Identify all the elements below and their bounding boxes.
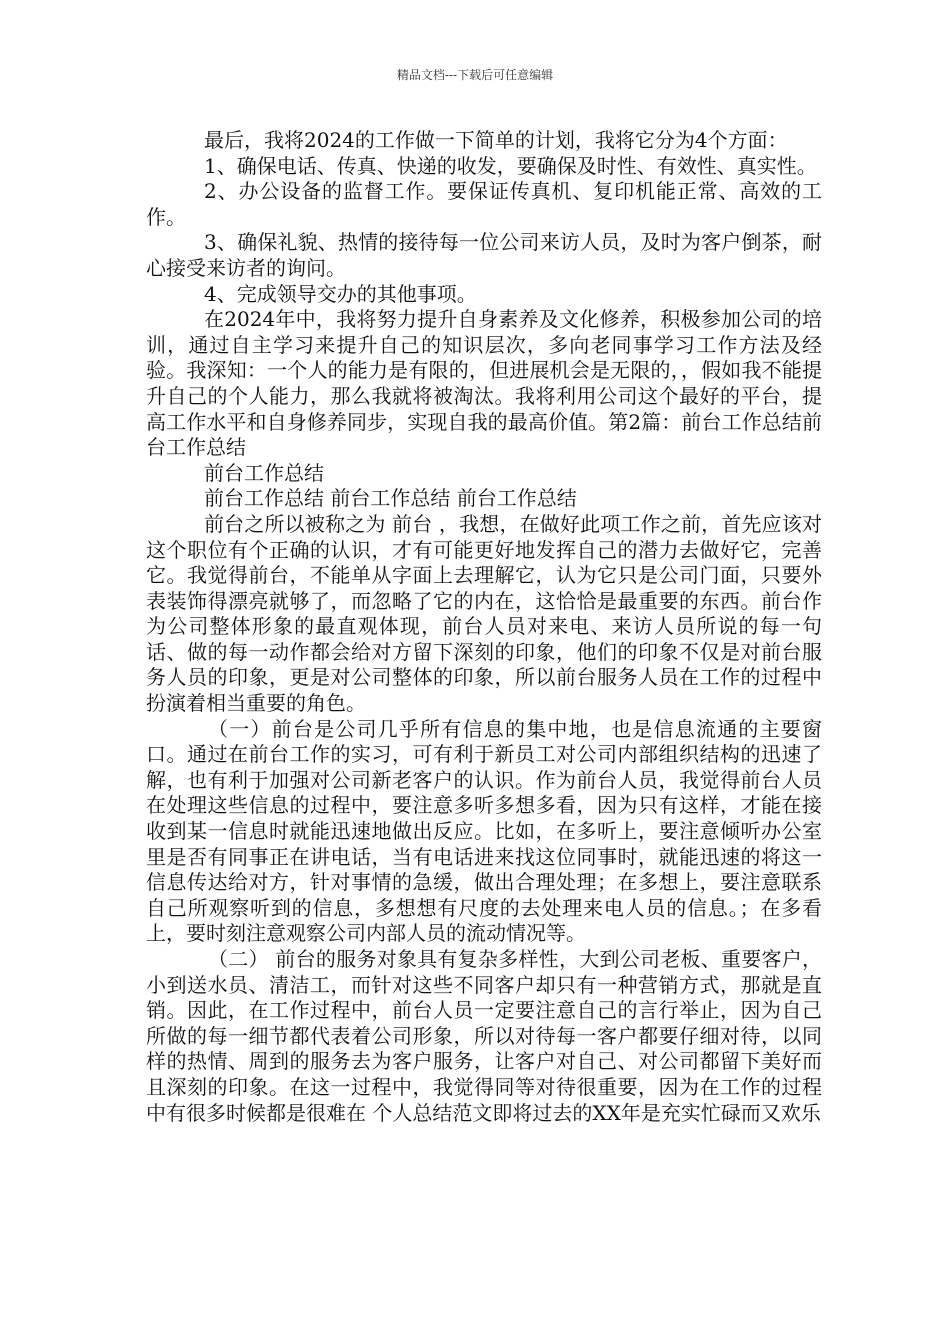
paragraph-plan-item-3: 3、确保礼貌、热情的接待每一位公司来访人员，及时为客户倒茶，耐心接受来访者的询问。 <box>146 230 822 280</box>
paragraph-plan-item-2: 2、办公设备的监督工作。要保证传真机、复印机能正常、高效的工作。 <box>146 179 822 229</box>
document-body <box>146 128 822 1126</box>
paragraph-plan-item-4: 4、完成领导交办的其他事项。 <box>204 281 477 306</box>
paragraph-plan-item-1: 1、确保电话、传真、快递的收发，要确保及时性、有效性、真实性。 <box>204 153 817 178</box>
section-subtitle: 前台工作总结 前台工作总结 前台工作总结 <box>204 486 577 511</box>
paragraph-self-improvement: 在2024年中，我将努力提升自身素养及文化修养，积极参加公司的培训，通过自主学习来提升自己的知识层次，多向老同事学习工作方法及经验。我深知：一个人的能力是有限的，但进展机会是无限的，，假如我不能提升自己的个人能力，那么我就将被淘汰。我将利用公司这个最好的平台，提高工作水平和自身修养同步，实现自我的最高价值。第2篇：前台工作总结前台工作总结 <box>146 307 822 460</box>
paragraph-point-one: （一）前台是公司几乎所有信息的集中地，也是信息流通的主要窗口。通过在前台工作的实习，可有利于新员工对公司内部组织结构的迅速了解，也有利于加强对公司新老客户的认识。作为前台人员，我觉得前台人员在处理这些信息的过程中，要注意多听多想多看，因为只有这样，才能在接收到某一信息时就能迅速地做出反应。比如，在多听上，要注意倾听办公室里是否有同事正在讲电话，当有电话进来找这位同事时，就能迅速的将这一信息传达给对方，针对事情的急缓，做出合理处理；在多想上，要注意联系自己所观察听到的信息，多想想有尺度的去处理来电人员的信息。；在多看上，要时刻注意观察公司内部人员的流动情况等。 <box>146 716 822 946</box>
paragraph-point-two: （二） 前台的服务对象具有复杂多样性，大到公司老板、重要客户，小到送水员、清洁工，而针对这些不同客户却只有一种营销方式，那就是直销。因此，在工作过程中，前台人员一定要注意自己的言行举止，因为自己所做的每一细节都代表着公司形象，所以对待每一客户都要仔细对待，以同样的热情、周到的服务去为客户服务，让客户对自己、对公司都留下美好而且深刻的印象。在这一过程中，我觉得同等对待很重要，因为在工作的过程中有很多时候都是很难在 个人总结范文即将过去的XX年是充实忙碌而又欢乐 <box>146 947 822 1125</box>
paragraph-plan-intro: 最后，我将2024的工作做一下简单的计划，我将它分为4个方面： <box>204 128 788 152</box>
section-title: 前台工作总结 <box>204 460 324 485</box>
paragraph-front-desk-intro: 前台之所以被称之为 前台 ，我想，在做好此项工作之前，首先应该对这个职位有个正确的认识，才有可能更好地发挥自己的潜力去做好它，完善它。我觉得前台，不能单从字面上去理解它，认为它只是公司门面，只要外表装饰得漂亮就够了，而忽略了它的内在，这恰恰是最重要的东西。前台作为公司整体形象的最直观体现，前台人员对来电、来访人员所说的每一句话、做的每一动作都会给对方留下深刻的印象，他们的印象不仅是对前台服务人员的印象，更是对公司整体的印象，所以前台服务人员在工作的过程中扮演着相当重要的角色。 <box>146 511 822 716</box>
page-header: 精品文档---下载后可任意编辑 <box>396 68 554 82</box>
